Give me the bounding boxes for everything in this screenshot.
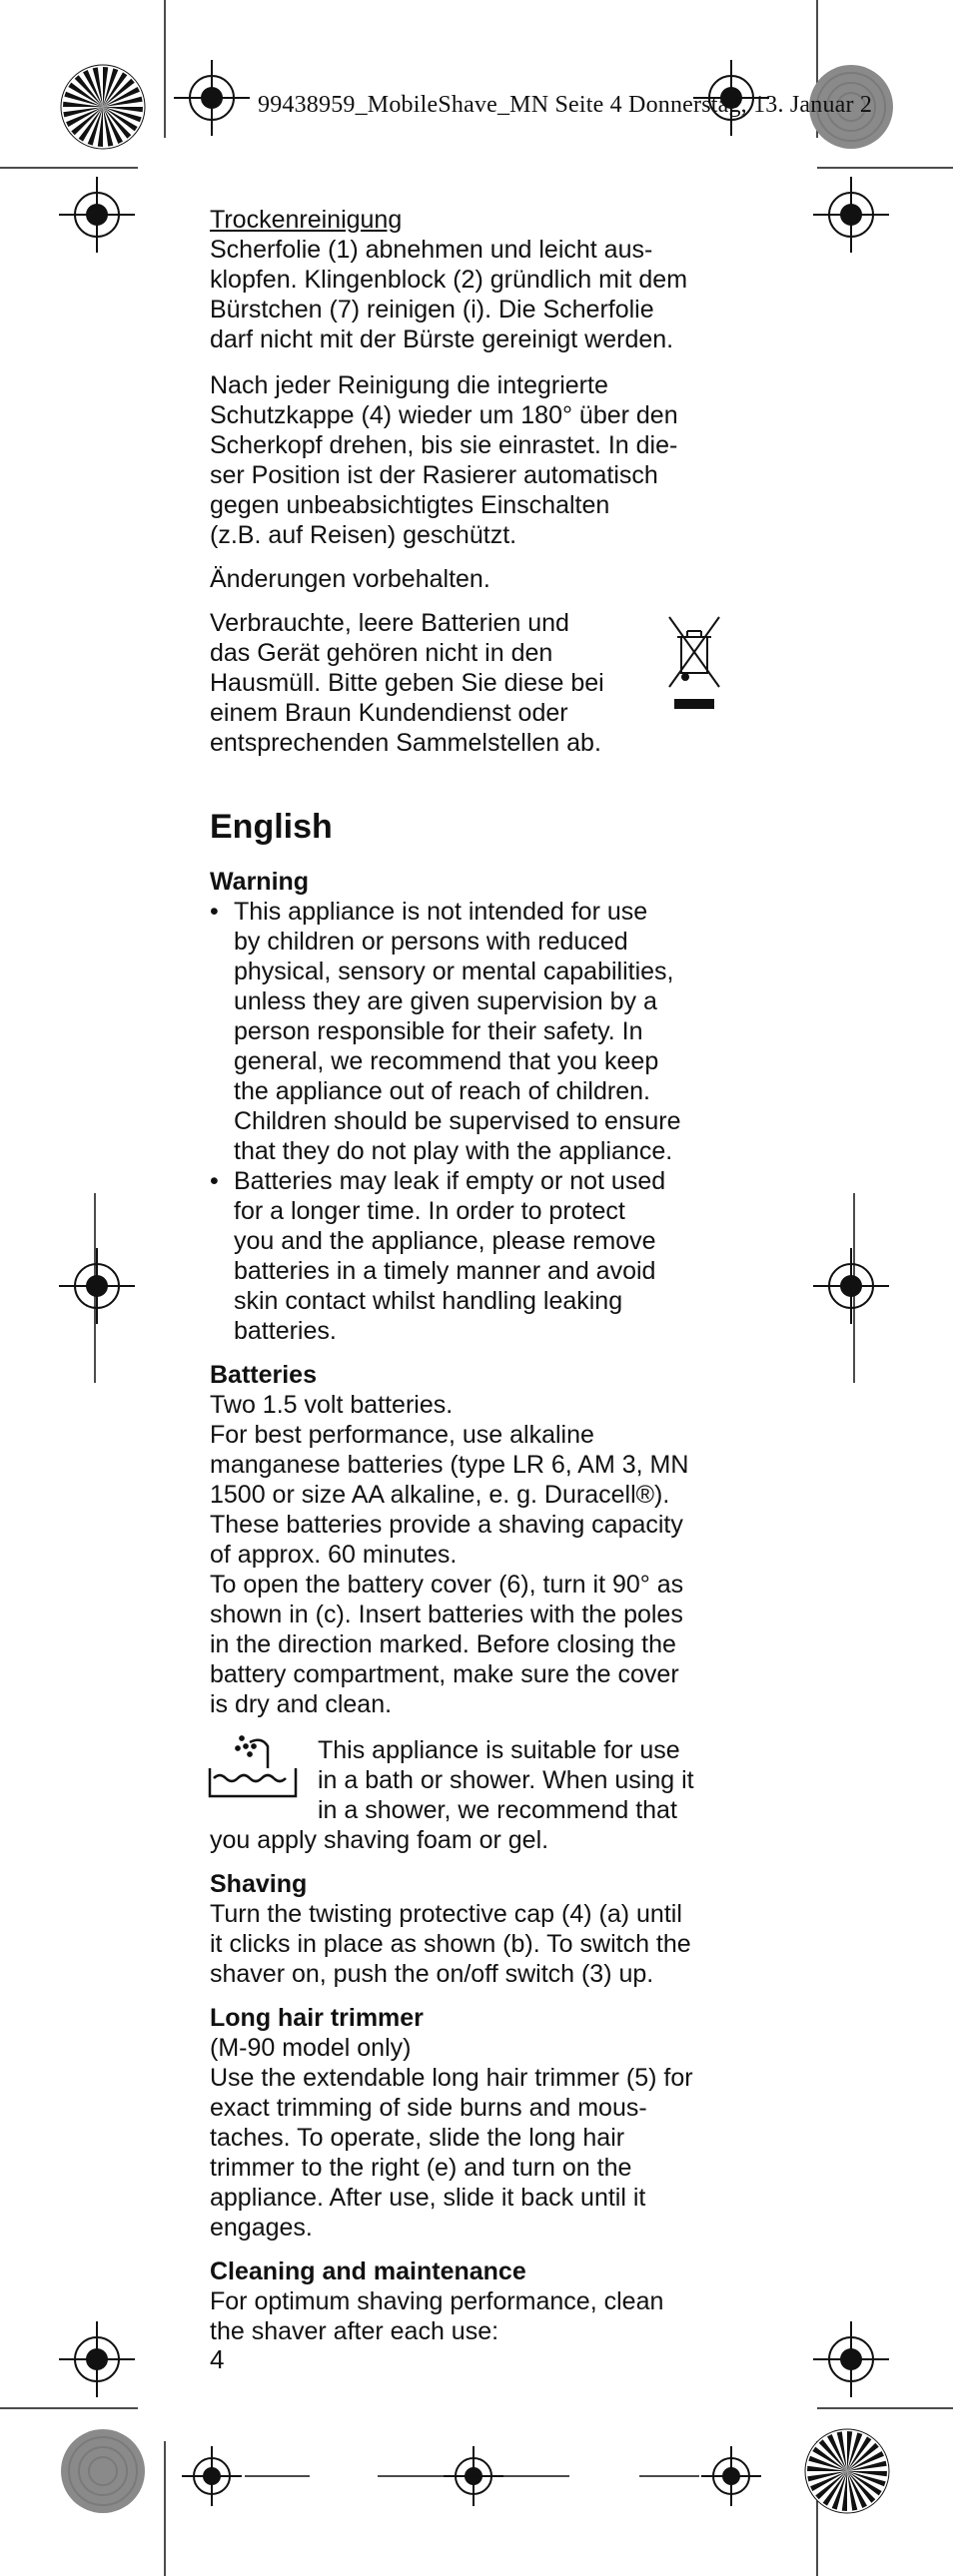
trimmer-title: Long hair trimmer <box>210 2004 424 2032</box>
text-line: This appliance is not intended for use <box>234 898 648 926</box>
text-line: is dry and clean. <box>210 1690 393 1718</box>
text-line: Use the extendable long hair trimmer (5) for <box>210 2064 693 2092</box>
batteries-text <box>210 1390 744 1719</box>
text-line: gegen unbeabsichtigtes Einschalten <box>210 491 610 519</box>
text-line: Hausmüll. Bitte geben Sie diese bei <box>210 669 604 697</box>
registration-mark-icon <box>174 60 250 136</box>
batteries-title: Batteries <box>210 1361 317 1389</box>
registration-mark-icon <box>813 1248 889 1324</box>
registration-mark-icon <box>59 2321 135 2397</box>
text-line: battery compartment, make sure the cover <box>210 1660 679 1688</box>
warning-title: Warning <box>210 868 310 896</box>
german-section <box>210 205 744 758</box>
text-line: Children should be supervised to ensure <box>234 1107 681 1135</box>
cleaning-title: Cleaning and maintenance <box>210 2257 526 2285</box>
gray-density-patch-icon <box>61 2429 145 2513</box>
text-line: shown in (c). Insert batteries with the poles <box>210 1601 683 1628</box>
bullet-icon: • <box>210 1167 219 1195</box>
text-line: ser Position ist der Rasierer automatisch <box>210 461 658 489</box>
section-heading: English <box>210 808 333 846</box>
text-line: Scherfolie (1) abnehmen und leicht aus- <box>210 236 653 264</box>
text-line: einem Braun Kundendienst oder <box>210 699 568 727</box>
text-line: 1500 or size AA alkaline, e. g. Duracell®). <box>210 1481 670 1509</box>
text-line: (z.B. auf Reisen) geschützt. <box>210 521 517 549</box>
list-item <box>210 897 744 1166</box>
text-line: general, we recommend that you keep <box>234 1047 659 1075</box>
text-line: batteries. <box>234 1317 337 1345</box>
cleaning-text <box>210 2286 744 2346</box>
text-line: for a longer time. In order to protect <box>234 1197 625 1225</box>
text-line: (M-90 model only) <box>210 2034 412 2062</box>
text-line: Bürstchen (7) reinigen (i). Die Scherfolie <box>210 296 654 323</box>
text-line: shaver on, push the on/off switch (3) up. <box>210 1960 654 1988</box>
text-line: in a shower, we recommend that <box>318 1796 677 1824</box>
text-line: physical, sensory or mental capabilities, <box>234 958 674 985</box>
text-line: batteries in a timely manner and avoid <box>234 1257 656 1285</box>
text-line: the appliance out of reach of children. <box>234 1077 650 1105</box>
dry-cleaning-text <box>210 235 744 354</box>
registration-mark-icon <box>813 2321 889 2397</box>
text-line: Turn the twisting protective cap (4) (a) until <box>210 1900 682 1928</box>
text-line: skin contact whilst handling leaking <box>234 1287 623 1315</box>
text-line: unless they are given supervision by a <box>234 987 657 1015</box>
color-star-target-icon <box>805 2429 889 2513</box>
text-line: Two 1.5 volt batteries. <box>210 1391 454 1419</box>
text-line: person responsible for their safety. In <box>234 1017 643 1045</box>
bullet-icon: • <box>210 898 219 926</box>
text-line: darf nicht mit der Bürste gereinigt werden. <box>210 325 674 353</box>
text-line: you and the appliance, please remove <box>234 1227 656 1255</box>
text-line: Batteries may leak if empty or not used <box>234 1167 666 1195</box>
text-line: of approx. 60 minutes. <box>210 1541 458 1569</box>
text-line: trimmer to the right (e) and turn on the <box>210 2154 632 2182</box>
text-line: taches. To operate, slide the long hair <box>210 2124 625 2152</box>
text-line: These batteries provide a shaving capacity <box>210 1511 683 1539</box>
text-line: To open the battery cover (6), turn it 90° as <box>210 1571 684 1599</box>
warning-list <box>210 897 744 1346</box>
registration-mark-icon <box>813 177 889 253</box>
trimmer-text <box>210 2033 744 2243</box>
text-line: appliance. After use, slide it back until it <box>210 2184 646 2212</box>
text-line: das Gerät gehören nicht in den <box>210 639 553 667</box>
registration-mark-icon <box>59 177 135 253</box>
text-line: engages. <box>210 2214 313 2242</box>
text-line: Scherkopf drehen, bis sie einrastet. In die- <box>210 431 678 459</box>
dry-cleaning-title: Trockenreinigung <box>210 206 403 234</box>
text-line: in the direction marked. Before closing the <box>210 1630 676 1658</box>
text-line: that they do not play with the appliance. <box>234 1137 673 1165</box>
disposal-text <box>210 608 744 758</box>
text-line: Verbrauchte, leere Batterien und <box>210 609 569 637</box>
changes-note: Änderungen vorbehalten. <box>210 565 490 593</box>
text-line: in a bath or shower. When using it <box>318 1766 694 1794</box>
registration-mark-icon <box>59 1248 135 1324</box>
text-line: you apply shaving foam or gel. <box>210 1826 549 1854</box>
registration-mark-icon <box>182 2446 242 2506</box>
list-item <box>210 1166 744 1346</box>
english-section <box>210 807 744 2346</box>
shaving-text <box>210 1899 744 1989</box>
bath-text <box>210 1735 744 1855</box>
text-line: For best performance, use alkaline <box>210 1421 594 1449</box>
print-slug-header: 99438959_MobileShave_MN Seite 4 Donnerstag, 13. Januar 2 <box>258 92 873 118</box>
text-line: the shaver after each use: <box>210 2317 499 2345</box>
text-line: klopfen. Klingenblock (2) gründlich mit dem <box>210 266 688 294</box>
text-line: manganese batteries (type LR 6, AM 3, MN <box>210 1451 689 1479</box>
text-line: This appliance is suitable for use <box>318 1736 680 1764</box>
cap-reset-text <box>210 370 744 550</box>
page-number: 4 <box>210 2344 225 2374</box>
registration-mark-icon <box>701 2446 761 2506</box>
text-line: entsprechenden Sammelstellen ab. <box>210 729 601 757</box>
text-line: Schutzkappe (4) wieder um 180° über den <box>210 401 678 429</box>
color-star-target-icon <box>61 65 145 149</box>
shaving-title: Shaving <box>210 1870 308 1898</box>
text-line: For optimum shaving performance, clean <box>210 2287 664 2315</box>
text-line: Nach jeder Reinigung die integrierte <box>210 371 608 399</box>
text-line: by children or persons with reduced <box>234 928 628 956</box>
text-line: it clicks in place as shown (b). To switch the <box>210 1930 691 1958</box>
text-line: exact trimming of side burns and mous- <box>210 2094 647 2122</box>
